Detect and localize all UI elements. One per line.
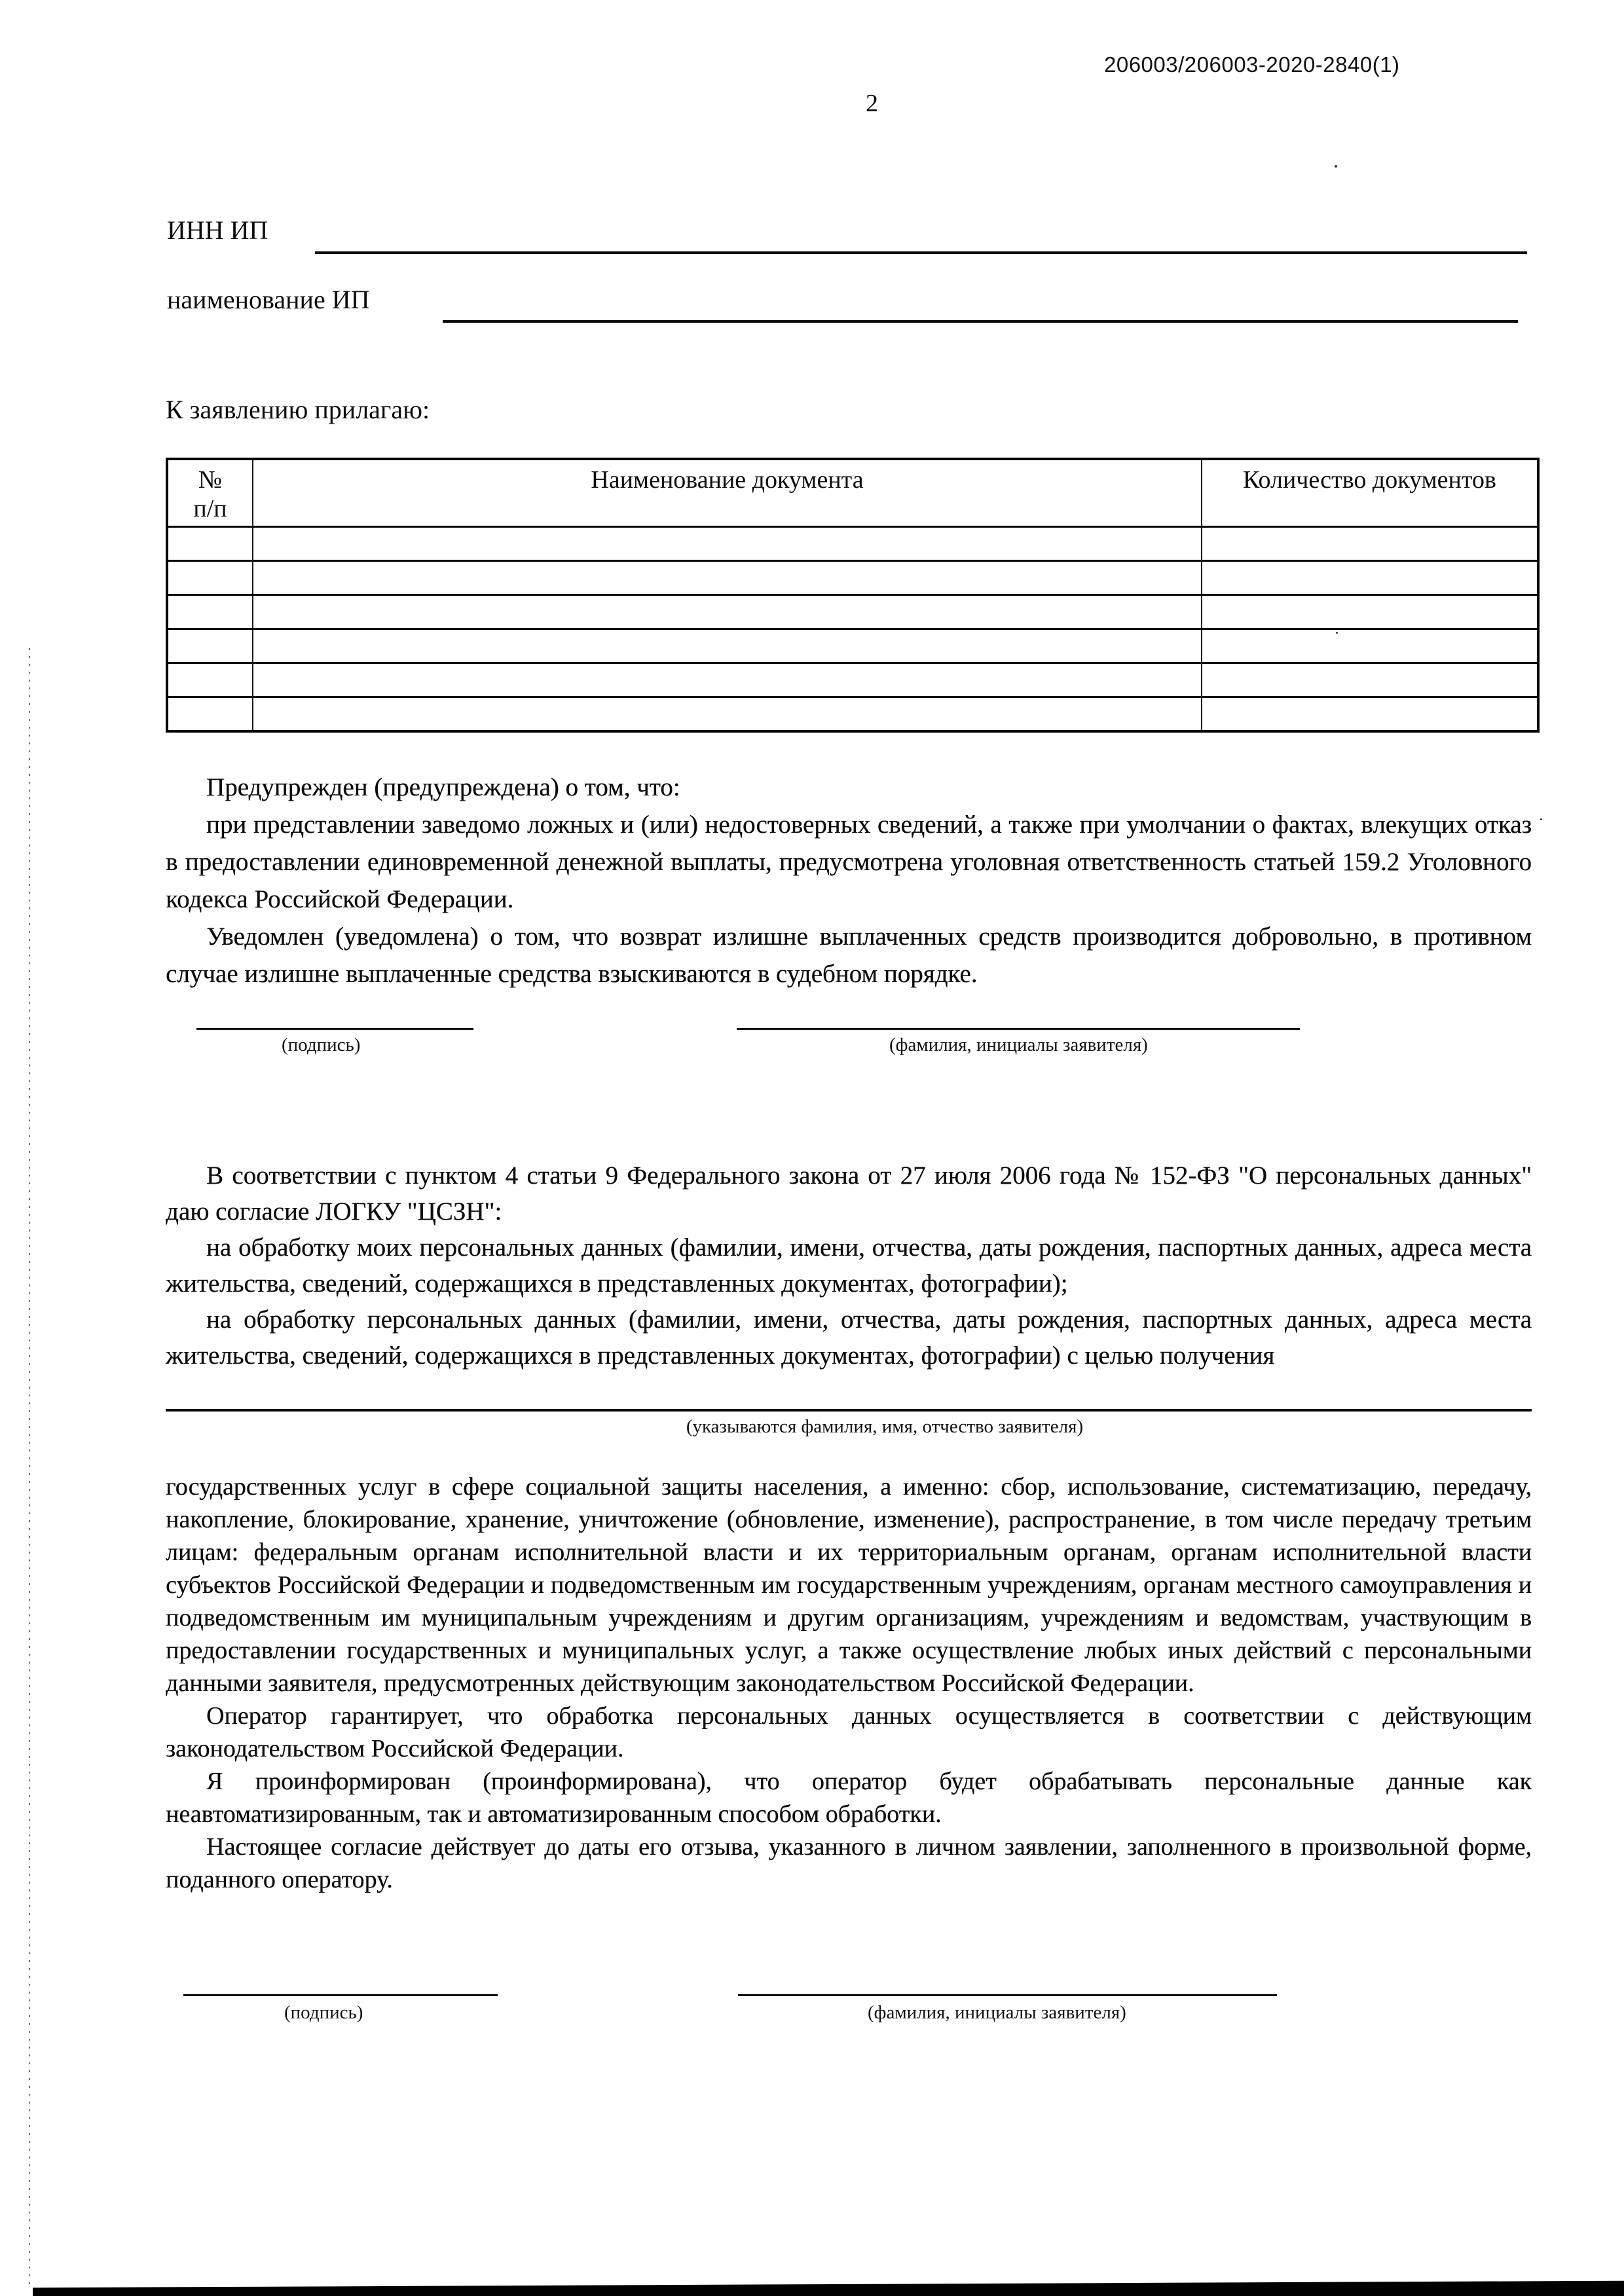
empty-cell	[167, 697, 253, 732]
full-name-caption: (фамилия, инициалы заявителя)	[889, 1034, 1148, 1055]
empty-cell	[1202, 561, 1538, 595]
full-name-caption: (фамилия, инициалы заявителя)	[868, 2002, 1126, 2023]
inn-input-line	[315, 251, 1527, 254]
consent-paragraph: Оператор гарантирует, что обработка персональных данных осуществляется в соответствии с действующим законодательством Российской Федерации.	[166, 1702, 1532, 1762]
scan-artifact-dotted-line	[29, 648, 30, 2285]
empty-cell	[1202, 595, 1538, 629]
attachments-table-empty-row	[167, 595, 1538, 629]
scan-speck	[1336, 632, 1338, 634]
warning-paragraph: Предупрежден (предупреждена) о том, что:	[206, 773, 680, 801]
entrepreneur-name-input-line	[443, 320, 1518, 323]
empty-cell	[253, 697, 1202, 732]
scan-artifact-bottom-bar	[33, 2281, 1624, 2296]
number-sign: №	[198, 466, 223, 494]
empty-cell	[167, 595, 253, 629]
applicant-fio-input-line	[166, 1409, 1532, 1412]
column-header-document-name: Наименование документа	[253, 459, 1202, 527]
scan-speck	[1335, 165, 1337, 168]
signature-line	[196, 1028, 473, 1030]
attachments-table-empty-row	[167, 527, 1538, 561]
consent-paragraph: Настоящее согласие действует до даты его отзыва, указанного в личном заявлении, заполненного в произвольной форме, поданного оператору.	[166, 1833, 1532, 1893]
attachments-table-empty-row	[167, 561, 1538, 595]
personal-data-consent-body	[166, 1470, 1532, 1896]
consent-paragraph: на обработку моих персональных данных (фамилии, имени, отчества, даты рождения, паспортных данных, адреса места жительства, сведений, содержащихся в представленных документах, фотографии);	[166, 1233, 1532, 1298]
full-name-line	[738, 1994, 1277, 1996]
column-header-number	[167, 459, 253, 527]
entrepreneur-name-label: наименование ИП	[167, 285, 370, 314]
signature-caption: (подпись)	[284, 2002, 363, 2023]
consent-paragraph: В соответствии с пунктом 4 статьи 9 Федерального закона от 27 июля 2006 года № 152-ФЗ "О персональных данных" даю согласие ЛОГКУ "ЦСЗН":	[166, 1161, 1532, 1226]
empty-cell	[167, 561, 253, 595]
empty-cell	[253, 561, 1202, 595]
empty-cell	[253, 663, 1202, 697]
attachments-intro: К заявлению прилагаю:	[166, 395, 430, 424]
empty-cell	[253, 629, 1202, 663]
empty-cell	[167, 663, 253, 697]
full-name-line	[737, 1028, 1300, 1030]
empty-cell	[1202, 663, 1538, 697]
criminal-liability-warning	[166, 769, 1532, 993]
warning-paragraph: Уведомлен (уведомлена) о том, что возврат излишне выплаченных средств производится добровольно, в противном случае излишне выплаченные средства взыскиваются в судебном порядке.	[166, 922, 1532, 988]
attachments-table-empty-row	[167, 629, 1538, 663]
attachments-table	[166, 458, 1540, 733]
number-sign-sub: п/п	[193, 495, 227, 522]
consent-paragraph: государственных услуг в сфере социальной защиты населения, а именно: сбор, использование, систематизацию, передачу, накопление, блокирование, хранение, уничтожение (обновление, изменение), распространение, в том числе передачу третьим лицам: федеральным органам исполнительной власти и их территориальным органам, органам исполнительной власти субъектов Российской Федерации и подведомственным им государственным учреждениям, органам местного самоуправления и подведомственным им муниципальным учреждениям и другим организациям, учреждениям и ведомствам, участвующим в предоставлении государственных и муниципальных услуг, а также осуществление любых иных действий с персональными данными заявителя, предусмотренных действующим законодательством Российской Федерации.	[166, 1473, 1532, 1697]
empty-cell	[167, 629, 253, 663]
warning-paragraph: при представлении заведомо ложных и (или) недостоверных сведений, а также при умолчании о фактах, влекущих отказ в предоставлении единовременной денежной выплаты, предусмотрена уголовная ответственность статьей 159.2 Уголовного кодекса Российской Федерации.	[166, 811, 1532, 913]
empty-cell	[1202, 697, 1538, 732]
scan-speck	[1540, 818, 1542, 820]
inn-label: ИНН ИП	[167, 215, 268, 245]
attachments-table-empty-row	[167, 663, 1538, 697]
consent-paragraph: Я проинформирован (проинформирована), что оператор будет обрабатывать персональные данные как неавтоматизированным, так и автоматизированным способом обработки.	[166, 1768, 1532, 1828]
page-number: 2	[866, 90, 878, 117]
signature-caption: (подпись)	[282, 1034, 361, 1055]
empty-cell	[1202, 629, 1538, 663]
personal-data-consent-intro	[166, 1157, 1532, 1374]
empty-cell	[1202, 527, 1538, 561]
attachments-table-header-row	[167, 459, 1538, 527]
consent-paragraph: на обработку персональных данных (фамилии, имени, отчества, даты рождения, паспортных данных, адреса места жительства, сведений, содержащихся в представленных документах, фотографии) с целью получения	[166, 1305, 1532, 1370]
empty-cell	[253, 595, 1202, 629]
document-number: 206003/206003-2020-2840(1)	[1104, 52, 1400, 77]
signature-line	[183, 1994, 498, 1996]
empty-cell	[167, 527, 253, 561]
attachments-table-empty-row	[167, 697, 1538, 732]
empty-cell	[253, 527, 1202, 561]
applicant-fio-caption: (указываются фамилия, имя, отчество заявителя)	[686, 1416, 1084, 1437]
column-header-document-count: Количество документов	[1202, 459, 1538, 527]
